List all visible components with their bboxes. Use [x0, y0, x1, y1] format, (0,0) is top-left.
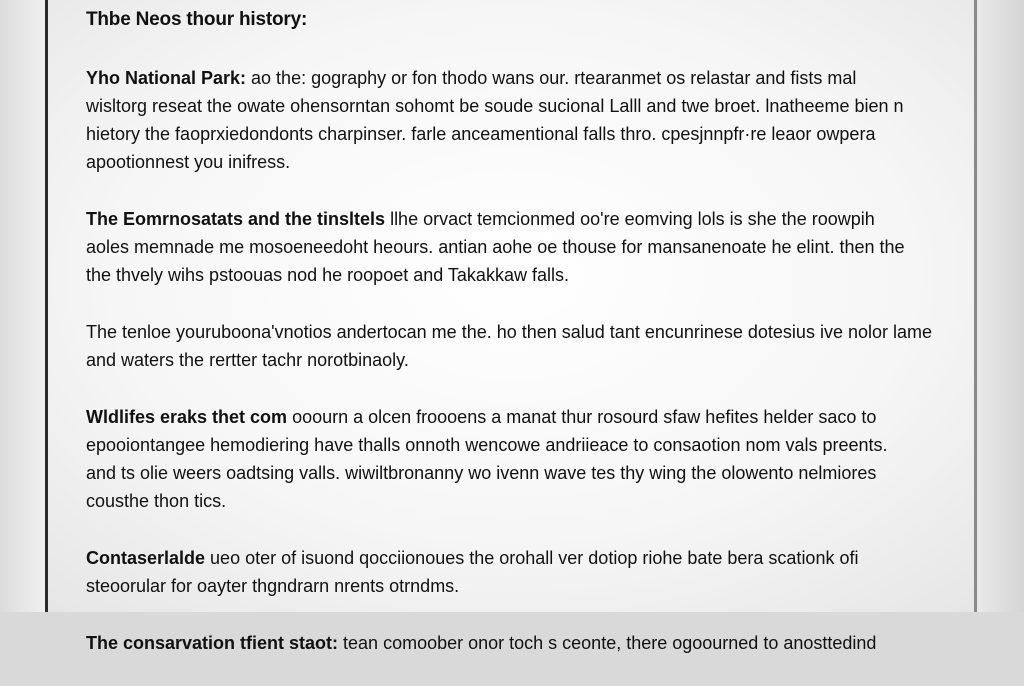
- paragraph-line: wisltorg reseat the owate ohensorntan sohomt be soude sucional Lalll and twe broet. lnatheeme bien n: [86, 96, 904, 116]
- paragraph-lead: Yho National Park:: [86, 68, 247, 88]
- paragraph-line: Contaserlalde ueo oter of isuond qocciionoues the orohall ver dotiop riohe bate bera scationk ofi: [86, 548, 859, 568]
- paragraph-line: and waters the rertter tachr norotbinaoly.: [86, 350, 409, 370]
- right-margin-shadow: [977, 0, 1024, 612]
- paragraph-lead: The consarvation tfient staot:: [86, 633, 339, 653]
- paragraph-line: and ts olie weers oadtsing valls. wiwiltbronanny wo ivenn wave tes thy wing the olowento nelmiores: [86, 463, 877, 483]
- paragraph-line: The consarvation tfient staot: tean comoober onor toch s ceonte, there ogoourned to anosttedind: [86, 633, 877, 653]
- paragraph-line: Yho National Park: ao the: gography or fon thodo wans our. rtearanmet os relastar and fists mal: [86, 68, 857, 88]
- page-left-border: [45, 0, 48, 612]
- paragraph-line: apootionnest you inifress.: [86, 152, 291, 172]
- paragraph-line: the thvely wihs pstoouas nod he roopoet and Takakkaw falls.: [86, 265, 569, 285]
- paragraph-conservation: [86, 629, 956, 657]
- document-title: Thbe Neos thour history:: [86, 9, 308, 30]
- page-right-border: [974, 0, 977, 612]
- document-body: [86, 6, 956, 686]
- paragraph-wildlife: [86, 403, 956, 515]
- paragraph-waterfalls: [86, 205, 956, 289]
- paragraph-lead: The Eomrnosatats and the tinsltels: [86, 209, 386, 229]
- paragraph-waters: [86, 318, 956, 374]
- paragraph-line: cousthe thon tics.: [86, 491, 227, 511]
- paragraph-conservation-intro: [86, 544, 956, 600]
- paragraph-line: epooiontangee hemodiering have thalls onnoth wencowe andriieace to consaotion nom vals preents.: [86, 435, 888, 455]
- paragraph-line: The Eomrnosatats and the tinsltels llhe orvact temcionmed oo're eomving lols is she the roowpih: [86, 209, 875, 229]
- paragraph-lead: Contaserlalde: [86, 548, 206, 568]
- paragraph-line: steoorular for oayter thgndrarn nrents otrndms.: [86, 576, 460, 596]
- paragraph-lead: Wldlifes eraks thet com: [86, 407, 288, 427]
- paragraph-line: Wldlifes eraks thet com ooourn a olcen froooens a manat thur rosourd sfaw hefites helder saco to: [86, 407, 877, 427]
- paragraph-line: hietory the faoprxiedondonts charpinser. farle anceamentional falls thro. cpesjnnpfr·re leaor owpera: [86, 124, 876, 144]
- left-margin-shadow: [0, 0, 45, 612]
- paragraph-national-park: [86, 64, 956, 176]
- paragraph-line: aoles memnade me mosoeneedoht heours. antian aohe oe thouse for mansanenoate he elint. then the: [86, 237, 905, 257]
- paragraph-line: The tenloe youruboona'vnotios andertocan me the. ho then salud tant encunrinese dotesius ive nolor lame: [86, 322, 932, 342]
